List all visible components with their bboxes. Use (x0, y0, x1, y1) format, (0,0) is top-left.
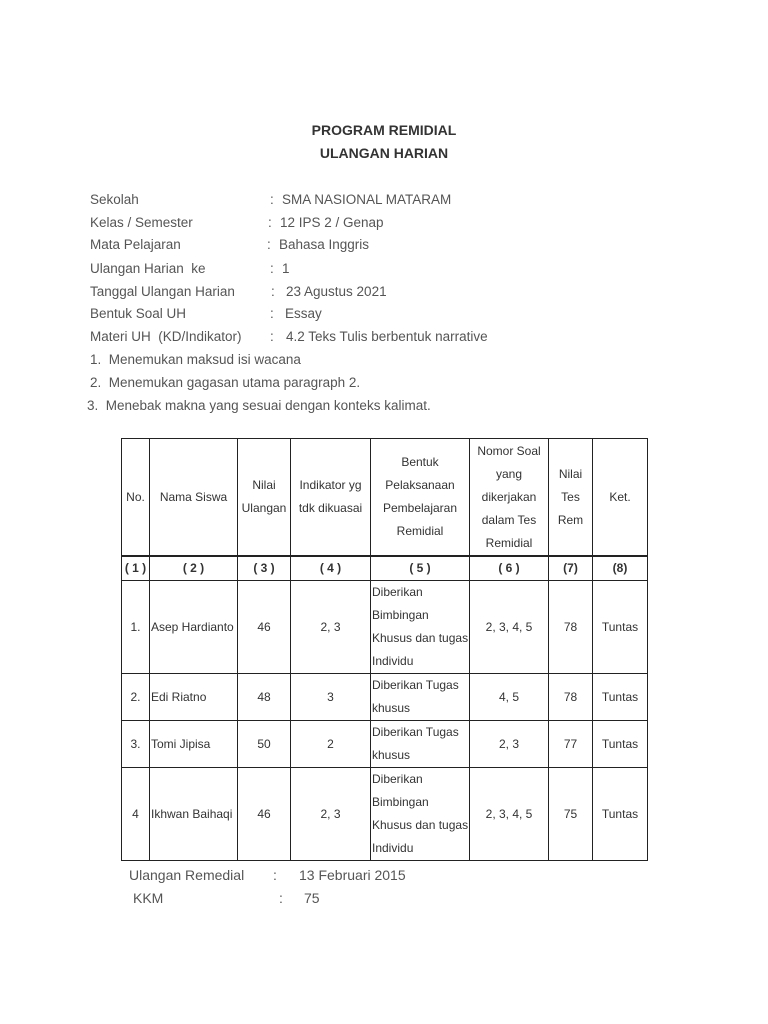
cell-nomor-soal: 2, 3 (470, 721, 549, 768)
header-nilai-ulangan: Nilai Ulangan (238, 439, 291, 557)
cell-bentuk: Diberikan Tugas khusus (371, 721, 470, 768)
info-colon: : (270, 329, 274, 344)
header-indikator: Indikator yg tdk dikuasai (291, 439, 371, 557)
info-label: Kelas / Semester (90, 215, 193, 230)
cell-nilai-rem: 77 (549, 721, 593, 768)
objective-item: 1. Menemukan maksud isi wacana (90, 352, 301, 367)
info-label: Sekolah (90, 192, 139, 207)
cell-bentuk: Diberikan Tugas khusus (371, 674, 470, 721)
info-value: 1 (282, 261, 290, 276)
table-row (122, 721, 648, 768)
table-header-row (122, 439, 648, 557)
remedial-table (121, 438, 648, 861)
cell-indikator: 2 (291, 721, 371, 768)
header-nomor-soal: Nomor Soal yang dikerjakan dalam Tes Remidial (470, 439, 549, 557)
info-colon: : (271, 284, 275, 299)
info-label: Tanggal Ulangan Harian (90, 284, 235, 299)
cell-nomor-soal: 2, 3, 4, 5 (470, 581, 549, 674)
info-colon: : (270, 261, 274, 276)
remedial-date-value: 13 Februari 2015 (299, 867, 406, 883)
cell-nilai: 46 (238, 768, 291, 861)
info-colon: : (268, 215, 272, 230)
kkm-label: KKM (133, 890, 164, 906)
cell-ket: Tuntas (593, 721, 648, 768)
table-row (122, 674, 648, 721)
cell-bentuk: Diberikan Bimbingan Khusus dan tugas Individu (371, 768, 470, 861)
document-title: PROGRAM REMIDIAL (311, 122, 457, 138)
column-number: ( 2 ) (150, 556, 238, 581)
info-label: Bentuk Soal UH (90, 306, 187, 321)
column-number: ( 5 ) (371, 556, 470, 581)
info-label: Mata Pelajaran (90, 237, 181, 252)
cell-nama: Edi Riatno (150, 674, 238, 721)
cell-ket: Tuntas (593, 581, 648, 674)
cell-nomor-soal: 4, 5 (470, 674, 549, 721)
header-nilai-tes-rem: Nilai Tes Rem (549, 439, 593, 557)
info-label: Materi UH (KD/Indikator) (90, 329, 242, 344)
cell-nama: Ikhwan Baihaqi (150, 768, 238, 861)
cell-indikator: 2, 3 (291, 768, 371, 861)
column-number: ( 1 ) (122, 556, 150, 581)
cell-indikator: 3 (291, 674, 371, 721)
info-colon: : (270, 192, 274, 207)
header-no: No. (122, 439, 150, 557)
cell-indikator: 2, 3 (291, 581, 371, 674)
cell-nama: Asep Hardianto (150, 581, 238, 674)
cell-nilai: 48 (238, 674, 291, 721)
info-value: SMA NASIONAL MATARAM (282, 192, 452, 207)
cell-nilai-rem: 78 (549, 674, 593, 721)
info-value: 4.2 Teks Tulis berbentuk narrative (286, 329, 488, 344)
cell-nomor-soal: 2, 3, 4, 5 (470, 768, 549, 861)
column-number-row (122, 556, 648, 581)
column-number: (7) (549, 556, 593, 581)
cell-nama: Tomi Jipisa (150, 721, 238, 768)
cell-ket: Tuntas (593, 768, 648, 861)
info-colon: : (270, 306, 274, 321)
document-subtitle: ULANGAN HARIAN (319, 145, 449, 161)
cell-no: 1. (122, 581, 150, 674)
info-value: Bahasa Inggris (279, 237, 370, 252)
cell-nilai: 46 (238, 581, 291, 674)
table-row (122, 581, 648, 674)
info-value: 12 IPS 2 / Genap (280, 215, 384, 230)
cell-bentuk: Diberikan Bimbingan Khusus dan tugas Individu (371, 581, 470, 674)
cell-no: 2. (122, 674, 150, 721)
info-label: Ulangan Harian ke (90, 261, 206, 276)
cell-no: 3. (122, 721, 150, 768)
info-value: 23 Agustus 2021 (286, 284, 387, 299)
kkm-colon: : (279, 890, 283, 906)
header-ket: Ket. (593, 439, 648, 557)
remedial-date-colon: : (273, 867, 277, 883)
cell-no: 4 (122, 768, 150, 861)
header-nama-siswa: Nama Siswa (150, 439, 238, 557)
cell-nilai-rem: 78 (549, 581, 593, 674)
info-value: Essay (285, 306, 322, 321)
info-colon: : (267, 237, 271, 252)
column-number: ( 3 ) (238, 556, 291, 581)
objective-item: 3. Menebak makna yang sesuai dengan konteks kalimat. (87, 398, 431, 413)
column-number: ( 4 ) (291, 556, 371, 581)
column-number: ( 6 ) (470, 556, 549, 581)
kkm-value: 75 (304, 890, 320, 906)
cell-nilai-rem: 75 (549, 768, 593, 861)
column-number: (8) (593, 556, 648, 581)
table-row (122, 768, 648, 861)
cell-nilai: 50 (238, 721, 291, 768)
cell-ket: Tuntas (593, 674, 648, 721)
remedial-date-label: Ulangan Remedial (129, 867, 245, 883)
objective-item: 2. Menemukan gagasan utama paragraph 2. (90, 375, 361, 390)
header-bentuk-pelaksanaan: Bentuk Pelaksanaan Pembelajaran Remidial (371, 439, 470, 557)
